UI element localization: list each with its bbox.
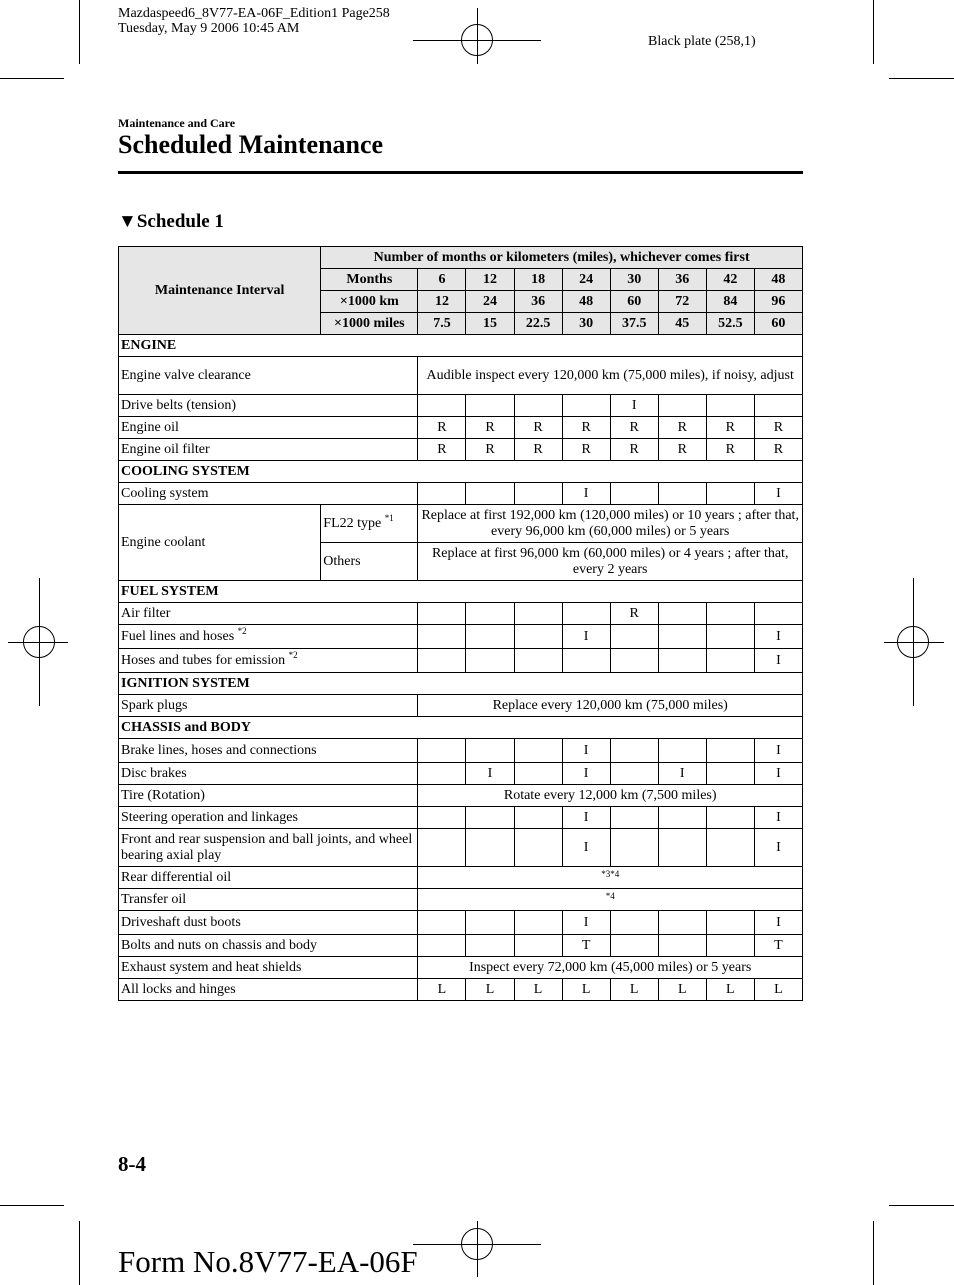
table-row (119, 417, 803, 439)
interval-cell: I (562, 807, 610, 829)
row-label: Engine oil filter (119, 439, 418, 461)
footnote-ref: *3*4 (601, 868, 620, 879)
km-cell: 36 (514, 291, 562, 313)
interval-cell (418, 829, 466, 867)
row-label: Disc brakes (119, 763, 418, 785)
schedule-title-text: Schedule 1 (136, 211, 224, 232)
interval-cell: T (754, 935, 802, 957)
interval-cell (466, 807, 514, 829)
months-cell: 36 (658, 269, 706, 291)
interval-cell: I (754, 807, 802, 829)
section-header: ENGINE (119, 335, 803, 357)
interval-cell: R (706, 439, 754, 461)
interval-cell (658, 829, 706, 867)
interval-cell (418, 625, 466, 649)
section-header: FUEL SYSTEM (119, 581, 803, 603)
interval-cell (418, 395, 466, 417)
row-label: Engine oil (119, 417, 418, 439)
table-row (119, 439, 803, 461)
interval-cell (562, 649, 610, 673)
interval-cell (562, 603, 610, 625)
interval-cell (466, 935, 514, 957)
interval-cell (706, 395, 754, 417)
interval-cell (754, 603, 802, 625)
km-cell: 24 (466, 291, 514, 313)
interval-cell (610, 625, 658, 649)
footnote-ref: *2 (237, 625, 247, 636)
interval-cell: I (754, 911, 802, 935)
interval-cell: R (754, 417, 802, 439)
row-label-text: Hoses and tubes for emission (121, 652, 286, 668)
row-label: Engine coolant (119, 505, 321, 581)
months-cell: 12 (466, 269, 514, 291)
interval-cell: I (754, 829, 802, 867)
row-note: Replace every 120,000 km (75,000 miles) (418, 695, 803, 717)
km-cell: 72 (658, 291, 706, 313)
registration-mark (477, 8, 478, 64)
interval-cell: I (754, 483, 802, 505)
row-note: Inspect every 72,000 km (45,000 miles) or 5 years (418, 957, 803, 979)
table-row (119, 483, 803, 505)
interval-cell: R (466, 417, 514, 439)
interval-cell (514, 763, 562, 785)
row-label: Rear differential oil (119, 867, 418, 889)
row-label: Tire (Rotation) (119, 785, 418, 807)
interval-cell: R (658, 417, 706, 439)
row-label: Brake lines, hoses and connections (119, 739, 418, 763)
row-note (418, 867, 803, 889)
table-row (119, 395, 803, 417)
interval-cell: I (466, 763, 514, 785)
crop-mark (79, 1221, 80, 1285)
row-label: All locks and hinges (119, 979, 418, 1001)
row-label (119, 625, 418, 649)
row-label: Transfer oil (119, 889, 418, 911)
crop-mark (0, 1205, 64, 1206)
interval-cell (514, 625, 562, 649)
interval-cell: I (658, 763, 706, 785)
interval-cell: L (514, 979, 562, 1001)
interval-cell (610, 807, 658, 829)
crop-mark (873, 1221, 874, 1285)
crop-mark (889, 78, 954, 79)
registration-mark (913, 578, 914, 706)
interval-cell (514, 483, 562, 505)
span-header: Number of months or kilometers (miles), whichever comes first (321, 247, 803, 269)
months-cell: 6 (418, 269, 466, 291)
section-header: CHASSIS and BODY (119, 717, 803, 739)
interval-cell (466, 603, 514, 625)
interval-cell (466, 739, 514, 763)
plate-label: Black plate (258,1) (648, 34, 756, 49)
interval-cell (658, 911, 706, 935)
table-row (119, 829, 803, 867)
interval-cell: L (466, 979, 514, 1001)
interval-cell: I (754, 649, 802, 673)
miles-cell: 15 (466, 313, 514, 335)
interval-cell (706, 483, 754, 505)
table-row (119, 935, 803, 957)
interval-cell: I (754, 763, 802, 785)
interval-cell (706, 935, 754, 957)
km-cell: 96 (754, 291, 802, 313)
interval-cell (418, 935, 466, 957)
interval-cell: R (754, 439, 802, 461)
triangle-down-icon: ▼ (118, 211, 137, 232)
interval-cell (610, 829, 658, 867)
row-label: Air filter (119, 603, 418, 625)
row-label: Cooling system (119, 483, 418, 505)
interval-cell (610, 763, 658, 785)
registration-mark (884, 642, 944, 643)
interval-cell (466, 829, 514, 867)
footnote-ref: *4 (605, 890, 615, 901)
interval-cell (706, 763, 754, 785)
interval-cell: L (706, 979, 754, 1001)
interval-cell (514, 603, 562, 625)
interval-cell: R (610, 603, 658, 625)
interval-cell: R (514, 439, 562, 461)
row-note: Replace at first 96,000 km (60,000 miles) or 4 years ; after that, every 2 years (418, 543, 803, 581)
km-cell: 84 (706, 291, 754, 313)
km-cell: 12 (418, 291, 466, 313)
interval-cell (514, 395, 562, 417)
interval-cell (514, 935, 562, 957)
interval-cell (610, 483, 658, 505)
months-label: Months (321, 269, 418, 291)
crop-mark (0, 78, 64, 79)
row-label: Front and rear suspension and ball joints, and wheel bearing axial play (119, 829, 418, 867)
interval-cell (658, 603, 706, 625)
interval-cell (658, 935, 706, 957)
interval-cell: I (562, 911, 610, 935)
table-row (119, 785, 803, 807)
table-row (119, 807, 803, 829)
crop-mark (873, 0, 874, 64)
miles-cell: 7.5 (418, 313, 466, 335)
table-row (119, 357, 803, 395)
interval-cell (706, 603, 754, 625)
form-number: Form No.8V77-EA-06F (118, 1244, 418, 1279)
interval-cell: R (514, 417, 562, 439)
row-note: Replace at first 192,000 km (120,000 miles) or 10 years ; after that, every 96,000 km (60,000 miles) or 5 years (418, 505, 803, 543)
coolant-type-label: FL22 type (323, 515, 382, 531)
interval-cell (514, 649, 562, 673)
schedule-title (118, 211, 224, 233)
interval-cell (706, 807, 754, 829)
interval-cell (466, 395, 514, 417)
interval-cell (658, 395, 706, 417)
footnote-ref: *2 (288, 649, 298, 660)
interval-cell (466, 625, 514, 649)
interval-cell (658, 739, 706, 763)
section-header: COOLING SYSTEM (119, 461, 803, 483)
interval-cell (706, 911, 754, 935)
interval-cell (466, 649, 514, 673)
table-row (119, 625, 803, 649)
table-row (119, 603, 803, 625)
row-label (119, 649, 418, 673)
interval-cell: R (418, 417, 466, 439)
interval-cell: T (562, 935, 610, 957)
interval-cell (610, 649, 658, 673)
interval-cell (610, 911, 658, 935)
interval-cell (418, 649, 466, 673)
interval-cell: L (418, 979, 466, 1001)
interval-cell (418, 603, 466, 625)
footnote-ref: *1 (384, 512, 394, 523)
interval-cell (418, 911, 466, 935)
row-note (418, 889, 803, 911)
interval-cell (562, 395, 610, 417)
interval-cell: I (562, 625, 610, 649)
interval-cell (514, 829, 562, 867)
table-row (119, 911, 803, 935)
interval-cell: I (562, 483, 610, 505)
interval-cell: R (418, 439, 466, 461)
section-header: IGNITION SYSTEM (119, 673, 803, 695)
file-info-line: Mazdaspeed6_8V77-EA-06F_Edition1 Page258 (118, 6, 390, 21)
months-cell: 24 (562, 269, 610, 291)
interval-cell: R (466, 439, 514, 461)
months-cell: 48 (754, 269, 802, 291)
interval-cell (514, 807, 562, 829)
interval-cell: I (562, 829, 610, 867)
table-row (119, 763, 803, 785)
interval-cell (658, 807, 706, 829)
row-label: Spark plugs (119, 695, 418, 717)
table-row (119, 739, 803, 763)
registration-mark (477, 1221, 478, 1277)
interval-cell: R (610, 417, 658, 439)
interval-cell: L (754, 979, 802, 1001)
interval-cell (418, 807, 466, 829)
crop-mark (79, 0, 80, 64)
row-label: Bolts and nuts on chassis and body (119, 935, 418, 957)
table-row (119, 505, 803, 543)
interval-cell: L (610, 979, 658, 1001)
table-row (119, 957, 803, 979)
row-label: Driveshaft dust boots (119, 911, 418, 935)
section-label: Maintenance and Care (118, 116, 236, 130)
interval-cell: I (562, 739, 610, 763)
miles-label: ×1000 miles (321, 313, 418, 335)
row-label: Drive belts (tension) (119, 395, 418, 417)
interval-cell (706, 829, 754, 867)
miles-cell: 37.5 (610, 313, 658, 335)
km-cell: 48 (562, 291, 610, 313)
interval-cell (466, 911, 514, 935)
months-cell: 18 (514, 269, 562, 291)
interval-cell (514, 739, 562, 763)
row-label: Engine valve clearance (119, 357, 418, 395)
interval-cell (706, 649, 754, 673)
interval-cell: I (610, 395, 658, 417)
km-label: ×1000 km (321, 291, 418, 313)
interval-cell: L (562, 979, 610, 1001)
interval-cell: R (610, 439, 658, 461)
miles-cell: 52.5 (706, 313, 754, 335)
months-cell: 42 (706, 269, 754, 291)
row-label-text: Fuel lines and hoses (121, 628, 235, 644)
coolant-type-others: Others (321, 543, 418, 581)
interval-cell (514, 911, 562, 935)
interval-header: Maintenance Interval (119, 247, 321, 335)
interval-cell (466, 483, 514, 505)
page-number: 8-4 (118, 1152, 146, 1176)
interval-cell (706, 625, 754, 649)
interval-cell: I (562, 763, 610, 785)
interval-cell (418, 483, 466, 505)
km-cell: 60 (610, 291, 658, 313)
interval-cell: R (706, 417, 754, 439)
interval-cell: I (754, 739, 802, 763)
interval-cell (658, 649, 706, 673)
crop-mark (889, 1205, 954, 1206)
table-row (119, 649, 803, 673)
row-label: Exhaust system and heat shields (119, 957, 418, 979)
interval-cell (754, 395, 802, 417)
miles-cell: 60 (754, 313, 802, 335)
interval-cell (418, 763, 466, 785)
date-line: Tuesday, May 9 2006 10:45 AM (118, 21, 300, 36)
interval-cell: L (658, 979, 706, 1001)
interval-cell (658, 483, 706, 505)
title-rule (118, 171, 803, 174)
row-note: Audible inspect every 120,000 km (75,000 miles), if noisy, adjust (418, 357, 803, 395)
row-label: Steering operation and linkages (119, 807, 418, 829)
registration-mark (39, 578, 40, 706)
interval-cell: I (754, 625, 802, 649)
interval-cell (706, 739, 754, 763)
miles-cell: 45 (658, 313, 706, 335)
interval-cell (658, 625, 706, 649)
miles-cell: 22.5 (514, 313, 562, 335)
table-row (119, 979, 803, 1001)
row-note: Rotate every 12,000 km (7,500 miles) (418, 785, 803, 807)
miles-cell: 30 (562, 313, 610, 335)
interval-cell (610, 739, 658, 763)
interval-cell (610, 935, 658, 957)
registration-mark (8, 642, 68, 643)
months-cell: 30 (610, 269, 658, 291)
interval-cell: R (658, 439, 706, 461)
coolant-type-fl22 (321, 505, 418, 543)
table-row (119, 889, 803, 911)
interval-cell: R (562, 439, 610, 461)
page-title: Scheduled Maintenance (118, 130, 384, 159)
table-row (119, 867, 803, 889)
maintenance-table (118, 246, 803, 1001)
interval-cell (418, 739, 466, 763)
table-row (119, 695, 803, 717)
interval-cell: R (562, 417, 610, 439)
